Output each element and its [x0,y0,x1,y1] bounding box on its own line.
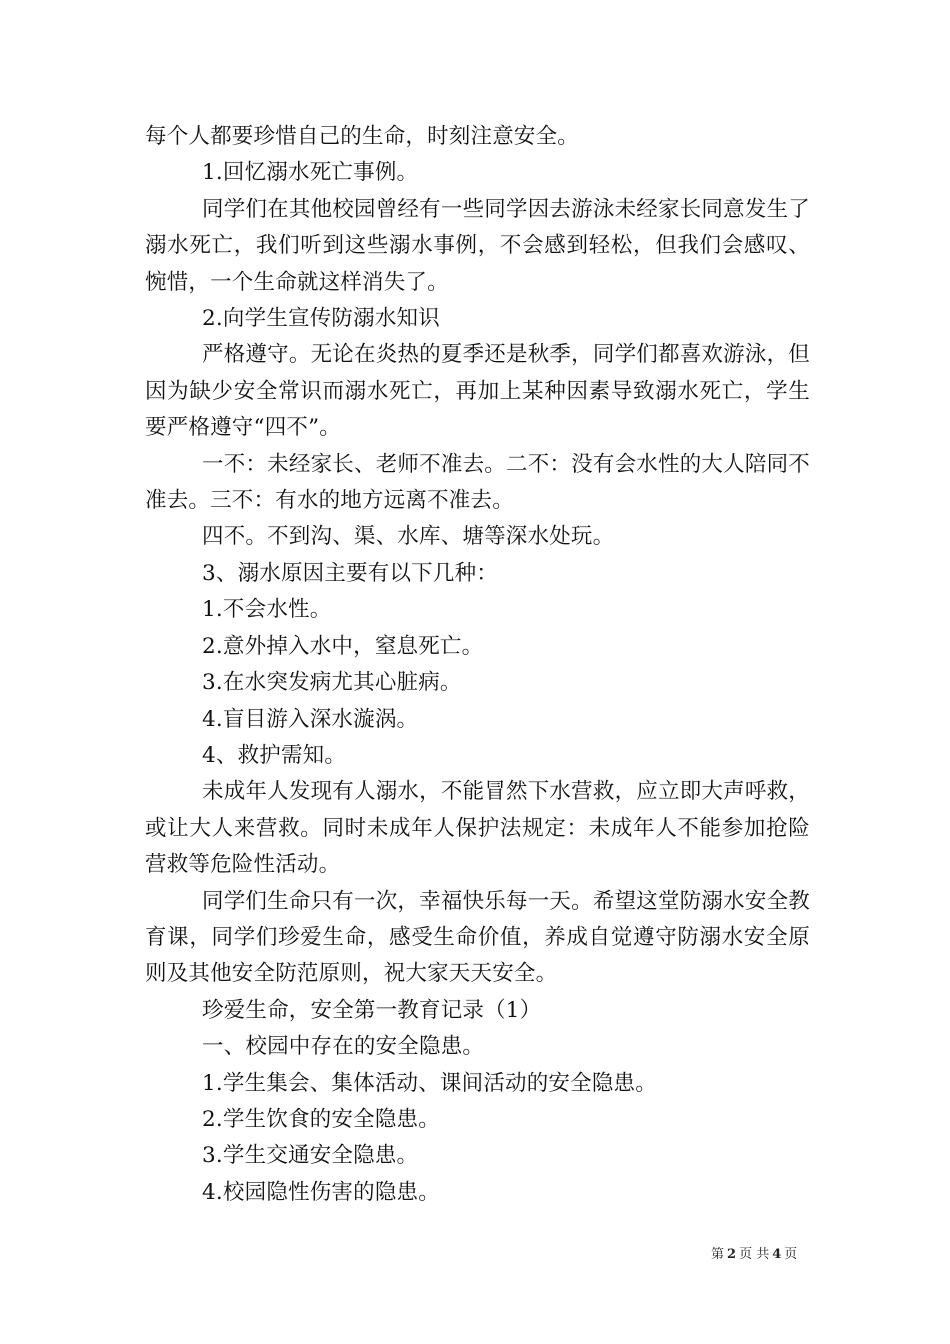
paragraph-10: 2.意外掉入水中，窒息死亡。 [202,633,484,659]
paragraph-16: 珍爱生命，安全第一教育记录（1） [202,997,542,1023]
paragraph-11: 3.在水突发病尤其心脏病。 [202,670,462,696]
paragraph-15: 同学们生命只有一次，幸福快乐每一天。希望这堂防溺水安全教育课，同学们珍爱生命，感受生命价值，养成自觉遵守防溺水安全原则及其他安全防范原则，祝大家天天安全。 [145,888,810,987]
footer-middle: 页 共 [739,1247,770,1262]
paragraph-17: 一、校园中存在的安全隐患。 [202,1034,485,1060]
paragraph-18: 1.学生集会、集体活动、课间活动的安全隐患。 [202,1070,657,1096]
paragraph-1: 每个人都要珍惜自己的生命，时刻注意安全。 [145,124,580,149]
paragraph-6: 一不：未经家长、老师不准去。二不：没有会水性的大人陪同不准去。三不：有水的地方远离不准去。 [145,451,810,514]
paragraph-5: 严格遵守。无论在炎热的夏季还是秋季，同学们都喜欢游泳，但因为缺少安全常识而溺水死亡，再加上某种因素导致溺水死亡，学生要严格遵守“四不”。 [145,342,810,441]
paragraph-9: 1.不会水性。 [202,597,332,623]
footer-suffix: 页 [784,1247,798,1262]
paragraph-4: 2.向学生宣传防溺水知识 [202,306,440,332]
page-footer [711,1245,797,1265]
document-body [145,119,810,1211]
paragraph-3: 同学们在其他校园曾经有一些同学因去游泳未经家长同意发生了溺水死亡，我们听到这些溺水事例，不会感到轻松，但我们会感叹、惋惜，一个生命就这样消失了。 [145,196,810,295]
paragraph-7: 四不。不到沟、渠、水库、塘等深水处玩。 [202,524,615,550]
paragraph-20: 3.学生交通安全隐患。 [202,1143,419,1169]
paragraph-8: 3、溺水原因主要有以下几种： [202,560,498,586]
footer-current-page: 2 [727,1247,737,1262]
footer-total-pages: 4 [772,1247,782,1262]
paragraph-13: 4、救护需知。 [202,742,347,768]
paragraph-21: 4.校园隐性伤害的隐患。 [202,1179,440,1205]
footer-prefix: 第 [711,1247,725,1262]
paragraph-19: 2.学生饮食的安全隐患。 [202,1106,440,1132]
paragraph-14: 未成年人发现有人溺水，不能冒然下水营救，应立即大声呼救，或让大人来营救。同时未成年人保护法规定：未成年人不能参加抢险营救等危险性活动。 [145,779,810,878]
paragraph-12: 4.盲目游入深水漩涡。 [202,706,419,732]
paragraph-2: 1.回忆溺水死亡事例。 [202,160,419,186]
